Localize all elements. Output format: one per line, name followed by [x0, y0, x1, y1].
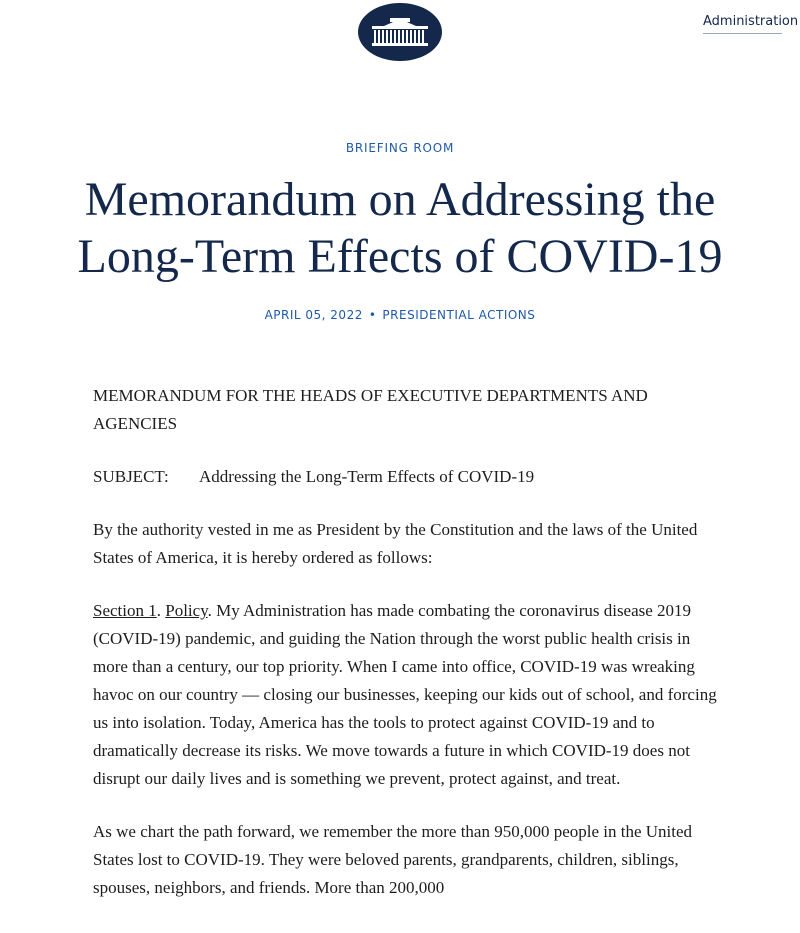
- remembrance-paragraph: As we chart the path forward, we remember the more than 950,000 people in the United States lost to COVID-19. They were beloved parents, grandparents, children, siblings, spouses, neighbors, and friends. More than 200,000: [93, 822, 693, 897]
- section-1-title: Policy: [165, 601, 208, 620]
- meta-separator: •: [368, 308, 377, 322]
- title-line-1: Memorandum on Addressing the: [84, 173, 716, 226]
- section-1-paragraph: [93, 597, 718, 793]
- white-house-logo[interactable]: [358, 3, 442, 61]
- title-line-2: Long-Term Effects of COVID-19: [77, 230, 723, 283]
- article-body: [93, 382, 718, 927]
- article-meta: [0, 308, 800, 322]
- subject-label: SUBJECT:: [93, 467, 169, 486]
- page-title: [20, 171, 780, 285]
- section-eyebrow-briefing-room[interactable]: BRIEFING ROOM: [345, 141, 455, 155]
- section-1-separator: .: [156, 601, 166, 620]
- section-1-text: . My Administration has made combating the coronavirus disease 2019 (COVID-19) pandemic, and guiding the Nation through the worst public health crisis in more than a century, our top priority. When I came into office, COVID-19 was wreaking havoc on our country — closing our businesses, keeping our kids out of school, and forcing us into isolation. Today, America has the tools to protect against COVID-19 and to dramatically decrease its risks. We move towards a future in which COVID-19 does not disrupt our daily lives and is something we prevent, protect against, and treat.: [93, 601, 717, 788]
- category-link[interactable]: PRESIDENTIAL ACTIONS: [382, 308, 536, 322]
- subject-text: Addressing the Long-Term Effects of COVID-19: [199, 467, 535, 486]
- section-1-label: Section 1: [93, 601, 157, 620]
- nav-link-administration[interactable]: Administration: [703, 14, 782, 34]
- white-house-icon: [368, 15, 432, 49]
- memo-addressee: MEMORANDUM FOR THE HEADS OF EXECUTIVE DEPARTMENTS AND AGENCIES: [93, 386, 648, 433]
- article-date: APRIL 05, 2022: [264, 308, 363, 322]
- authority-paragraph: By the authority vested in me as President by the Constitution and the laws of the United States of America, it is hereby ordered as follows:: [93, 520, 698, 567]
- memo-subject: [93, 463, 718, 491]
